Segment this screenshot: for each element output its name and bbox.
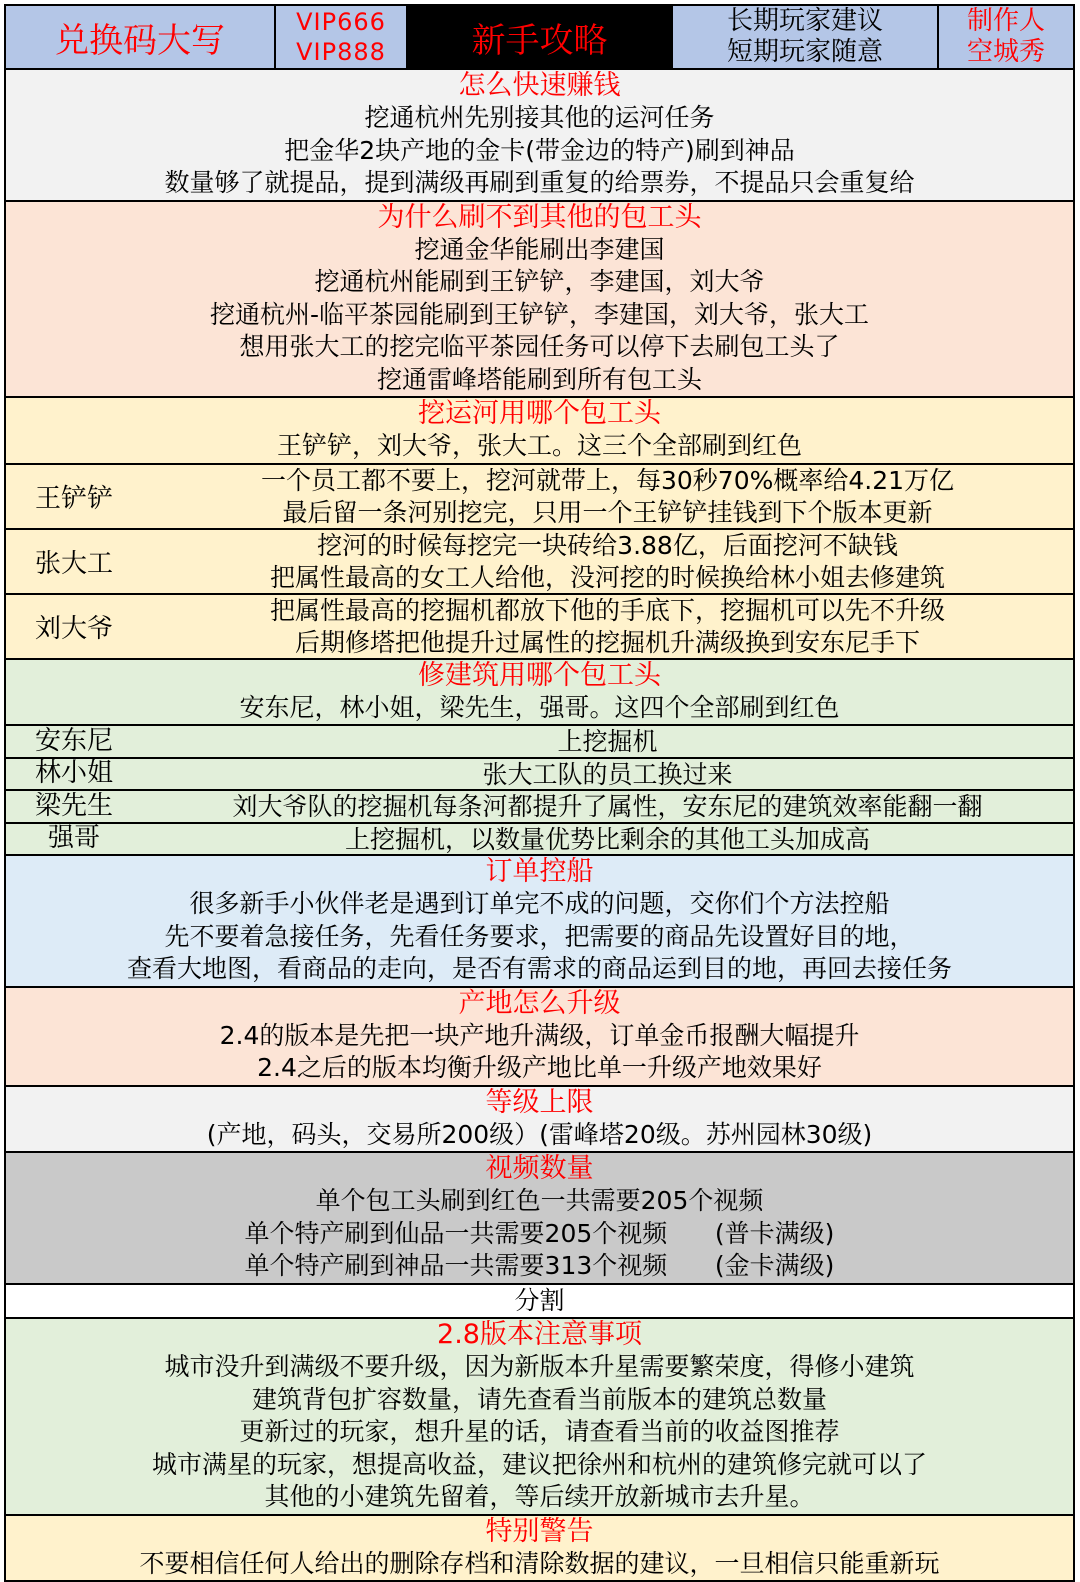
- section-title: 为什么刷不到其他的包工头: [6, 202, 1073, 234]
- canal-row: [4, 530, 1075, 595]
- section-line: 2.4之后的版本均衡升级产地比单一升级产地效果好: [6, 1052, 1073, 1085]
- build-row: [4, 726, 1075, 759]
- guide-sheet: [4, 4, 1075, 1582]
- section-title: 特别警告: [6, 1516, 1073, 1548]
- foreman-name: 安东尼: [6, 726, 142, 757]
- section-title: 修建筑用哪个包工头: [6, 660, 1073, 692]
- foreman-note: [142, 465, 1073, 528]
- section-line: 建筑背包扩容数量，请先查看当前版本的建筑总数量: [6, 1384, 1073, 1417]
- note-line: 后期修塔把他提升过属性的挖掘机升满级换到安东尼手下: [142, 627, 1073, 660]
- header-row: [4, 4, 1075, 70]
- divider-text: 分割: [6, 1285, 1073, 1318]
- section-v28: [4, 1319, 1075, 1516]
- section-line: 安东尼，林小姐，梁先生，强哥。这四个全部刷到红色: [6, 692, 1073, 725]
- section-line: (产地，码头，交易所200级）(雷峰塔20级。苏州园林30级): [6, 1119, 1073, 1152]
- note-line: 挖河的时候每挖完一块砖给3.88亿，后面挖河不缺钱: [142, 530, 1073, 563]
- foreman-name: 张大工: [6, 530, 142, 593]
- section-line: 不要相信任何人给出的删除存档和清除数据的建议，一旦相信只能重新玩: [6, 1548, 1073, 1581]
- note-line: 把属性最高的女工人给他，没河挖的时候换给林小姐去修建筑: [142, 562, 1073, 595]
- maker-cell: [939, 6, 1073, 68]
- section-title: 2.8版本注意事项: [6, 1319, 1073, 1351]
- code-2: VIP888: [296, 37, 386, 67]
- section-line: 单个特产刷到神品一共需要313个视频 (金卡满级): [6, 1250, 1073, 1283]
- note-line: 一个员工都不要上，挖河就带上，每30秒70%概率给4.21万亿: [142, 465, 1073, 498]
- foreman-name: 强哥: [6, 824, 142, 855]
- maker-label: 制作人: [967, 6, 1045, 37]
- section-line: 更新过的玩家，想升星的话，请查看当前的收益图推荐: [6, 1416, 1073, 1449]
- note-line: 把属性最高的挖掘机都放下他的手底下，挖掘机可以先不升级: [142, 595, 1073, 628]
- foreman-note: [142, 595, 1073, 658]
- section-title: 等级上限: [6, 1087, 1073, 1119]
- foreman-note: 上挖掘机: [142, 726, 1073, 757]
- section-line: 单个包工头刷到红色一共需要205个视频: [6, 1185, 1073, 1218]
- section-title: 视频数量: [6, 1153, 1073, 1185]
- advice-cell: [673, 6, 939, 68]
- section-warning: [4, 1516, 1075, 1582]
- code-title: 兑换码大写: [55, 13, 225, 62]
- section-ship: [4, 856, 1075, 988]
- section-line: 很多新手小伙伴老是遇到订单完不成的问题，交你们个方法控船: [6, 888, 1073, 921]
- section-canal: [4, 398, 1075, 465]
- foreman-name: 刘大爷: [6, 595, 142, 658]
- code-1: VIP666: [296, 7, 386, 37]
- section-line: 挖通杭州先别接其他的运河任务: [6, 102, 1073, 135]
- section-title: 挖运河用哪个包工头: [6, 398, 1073, 430]
- section-line: 城市没升到满级不要升级，因为新版本升星需要繁荣度，得修小建筑: [6, 1351, 1073, 1384]
- guide-title-cell: [408, 6, 673, 68]
- section-line: 把金华2块产地的金卡(带金边的特产)刷到神品: [6, 135, 1073, 168]
- section-divider: [4, 1285, 1075, 1320]
- section-line: 城市满星的玩家，想提高收益，建议把徐州和杭州的建筑修完就可以了: [6, 1449, 1073, 1482]
- section-line: 2.4的版本是先把一块产地升满级，订单金币报酬大幅提升: [6, 1020, 1073, 1053]
- foreman-note: 刘大爷队的挖掘机每条河都提升了属性，安东尼的建筑效率能翻一翻: [142, 791, 1073, 822]
- section-line: 先不要着急接任务，先看任务要求，把需要的商品先设置好目的地，: [6, 921, 1073, 954]
- canal-row: [4, 595, 1075, 660]
- foreman-note: 张大工队的员工换过来: [142, 759, 1073, 790]
- section-build: [4, 660, 1075, 727]
- maker-name: 空城秀: [967, 37, 1045, 68]
- code-title-cell: [6, 6, 276, 68]
- guide-title: 新手攻略: [472, 13, 608, 62]
- section-line: 数量够了就提品，提到满级再刷到重复的给票券，不提品只会重复给: [6, 167, 1073, 200]
- section-title: 怎么快速赚钱: [6, 70, 1073, 102]
- foreman-name: 梁先生: [6, 791, 142, 822]
- section-line: 单个特产刷到仙品一共需要205个视频 (普卡满级): [6, 1218, 1073, 1251]
- section-foreman: [4, 202, 1075, 399]
- section-line: 想用张大工的挖完临平茶园任务可以停下去刷包工头了: [6, 331, 1073, 364]
- section-upgrade: [4, 988, 1075, 1087]
- section-line: 王铲铲，刘大爷，张大工。这三个全部刷到红色: [6, 430, 1073, 463]
- section-line: 挖通杭州能刷到王铲铲，李建国，刘大爷: [6, 266, 1073, 299]
- foreman-note: [142, 530, 1073, 593]
- section-video: [4, 1153, 1075, 1285]
- section-title: 订单控船: [6, 856, 1073, 888]
- canal-row: [4, 465, 1075, 530]
- build-row: [4, 824, 1075, 857]
- section-line: 其他的小建筑先留着，等后续开放新城市去升星。: [6, 1481, 1073, 1514]
- build-row: [4, 791, 1075, 824]
- advice-1: 长期玩家建议: [727, 6, 883, 37]
- section-line: 挖通雷峰塔能刷到所有包工头: [6, 364, 1073, 397]
- section-title: 产地怎么升级: [6, 988, 1073, 1020]
- code-values-cell: [276, 6, 408, 68]
- section-line: 挖通金华能刷出李建国: [6, 234, 1073, 267]
- foreman-name: 王铲铲: [6, 465, 142, 528]
- build-row: [4, 759, 1075, 792]
- section-line: 查看大地图，看商品的走向，是否有需求的商品运到目的地，再回去接任务: [6, 953, 1073, 986]
- section-money: [4, 70, 1075, 202]
- foreman-note: 上挖掘机，以数量优势比剩余的其他工头加成高: [142, 824, 1073, 855]
- section-level: [4, 1087, 1075, 1154]
- section-line: 挖通杭州-临平茶园能刷到王铲铲，李建国，刘大爷，张大工: [6, 299, 1073, 332]
- foreman-name: 林小姐: [6, 759, 142, 790]
- note-line: 最后留一条河别挖完，只用一个王铲铲挂钱到下个版本更新: [142, 497, 1073, 530]
- advice-2: 短期玩家随意: [727, 37, 883, 68]
